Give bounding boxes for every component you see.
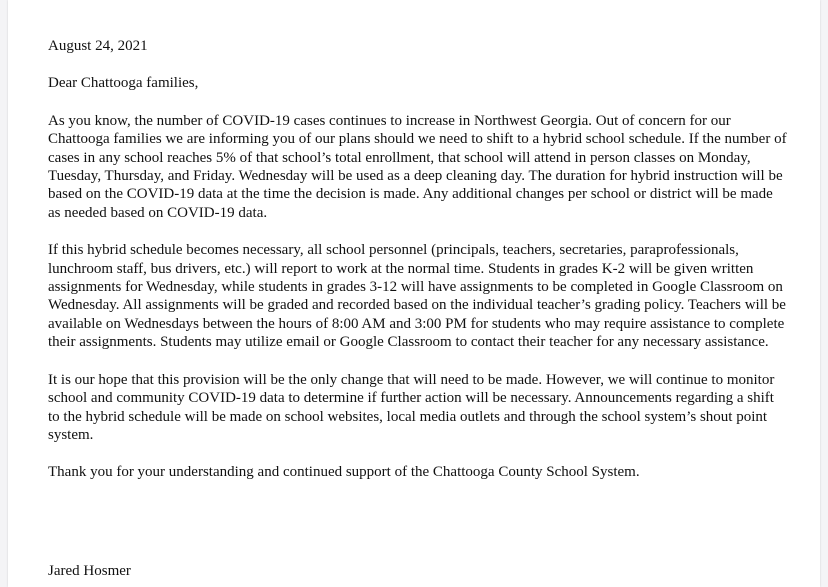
paragraph-monitoring: It is our hope that this provision will be the only change that will need to be made. However, we will continue to monitor school and community COVID-19 data to determine if further action will be necessary. Announcements regarding a shift to the hybrid schedule will be made on school websites, local media outlets and through the school system’s shout point system.	[48, 371, 775, 443]
letter-salutation: Dear Chattooga families,	[48, 75, 199, 92]
letter-body	[48, 37, 788, 482]
letter-closing: Thank you for your understanding and continued support of the Chattooga County School System.	[48, 464, 640, 481]
document-page	[8, 0, 820, 587]
letter-signature: Jared Hosmer	[48, 563, 131, 579]
letter-date: August 24, 2021	[48, 38, 148, 54]
paragraph-hybrid-schedule: If this hybrid schedule becomes necessary, all school personnel (principals, teachers, secretaries, paraprofessionals, lunchroom staff, bus drivers, etc.) will report to work at the normal time. Students in grades K-2 will be given written assignments for Wednesday, while students in grades 3-12 will have assignments to be completed in Google Classroom on Wednesday. All assignments will be graded and recorded based on the individual teacher’s grading policy. Teachers will be available on Wednesdays between the hours of 8:00 AM and 3:00 PM for students who may require assistance to complete their assignments. Students may utilize email or Google Classroom to contact their teacher for any necessary assistance.	[48, 242, 786, 351]
paragraph-covid-cases: As you know, the number of COVID-19 cases continues to increase in Northwest Georgia. Out of concern for our Chattooga families we are informing you of our plans should we need to shift to a hybrid school schedule. If the number of cases in any school reaches 5% of that school’s total enrollment, that school will attend in person classes on Monday, Tuesday, Thursday, and Friday. Wednesday will be used as a deep cleaning day. The duration for hybrid instruction will be based on the COVID-19 data at the time the decision is made. Any additional changes per school or district will be made as needed based on COVID-19 data.	[48, 112, 787, 221]
